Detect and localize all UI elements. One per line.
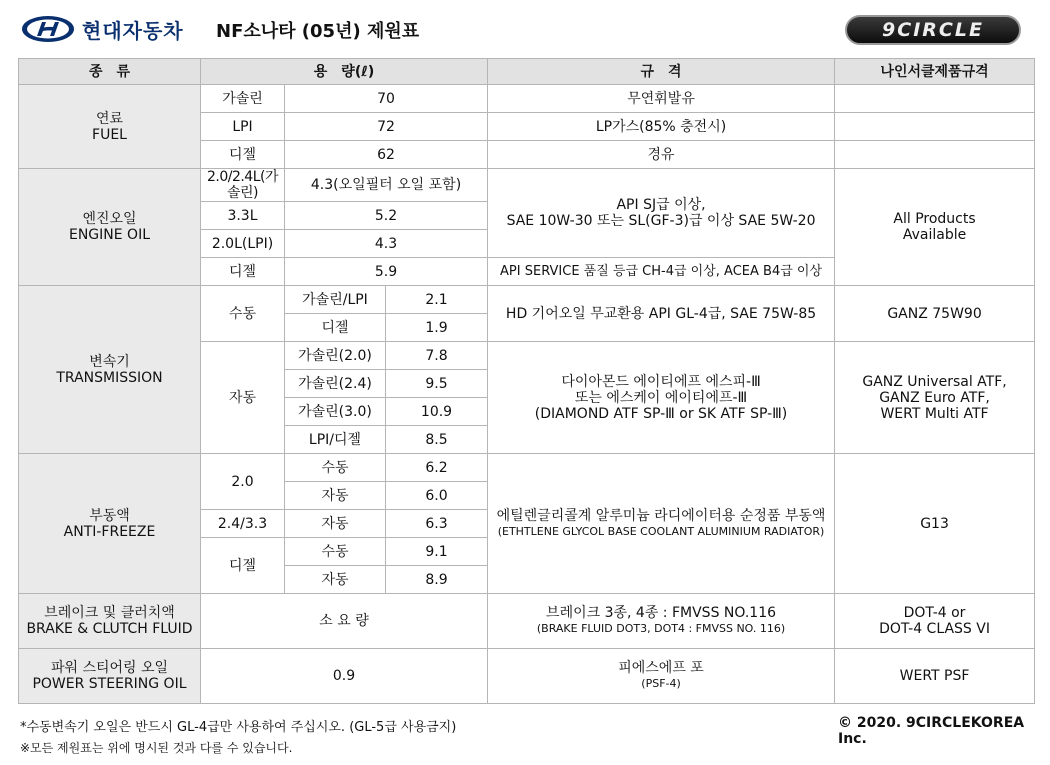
category-ko: 부동액: [89, 507, 130, 524]
antifreeze-type: 자동: [285, 482, 386, 510]
engine-product: [835, 169, 1035, 286]
brake-product: [835, 594, 1035, 649]
category-engine-oil: [19, 169, 201, 286]
antifreeze-capacity: 8.9: [386, 566, 488, 594]
fuel-capacity: 62: [285, 141, 488, 169]
footnote-disclaimer: ※모든 제원표는 위에 명시된 것과 다를 수 있습니다.: [20, 741, 293, 755]
brake-spec-line: (BRAKE FLUID DOT3, DOT4 : FMVSS NO. 116): [536, 622, 786, 635]
engine-product-line: Available: [902, 227, 967, 243]
engine-capacity: 4.3(오일필터 오일 포함): [285, 169, 488, 202]
table-row: [19, 649, 1035, 704]
category-en: FUEL: [92, 126, 127, 143]
fuel-product: [835, 113, 1035, 141]
brake-product-line: DOT-4 or: [903, 605, 966, 621]
brand-name: 현대자동차: [82, 19, 184, 43]
fuel-type: LPI: [201, 113, 285, 141]
transmission-capacity: 1.9: [386, 314, 488, 342]
transmission-auto-product-line: GANZ Universal ATF,: [862, 373, 1007, 390]
engine-type: 2.0/2.4L(가솔린): [201, 169, 285, 202]
transmission-manual-product: GANZ 75W90: [835, 286, 1035, 342]
engine-type: 2.0L(LPI): [201, 230, 285, 258]
antifreeze-spec-line: (ETHTLENE GLYCOL BASE COOLANT ALUMINIUM RADIATOR): [497, 524, 825, 538]
category-en: ANTI-FREEZE: [63, 523, 156, 540]
brake-spec: [488, 594, 835, 649]
category-en: POWER STEERING OIL: [32, 676, 187, 692]
header-spec: 규 격: [488, 59, 835, 85]
antifreeze-type: 자동: [285, 566, 386, 594]
category-ko: 브레이크 및 클러치액: [44, 605, 175, 621]
antifreeze-engine-label: 디젤: [201, 538, 285, 594]
engine-type: 디젤: [201, 258, 285, 286]
transmission-type: 가솔린(2.4): [285, 370, 386, 398]
table-row: [19, 594, 1035, 649]
document-title: NF소나타 (05년) 제원표: [216, 21, 420, 42]
antifreeze-spec: [488, 454, 835, 594]
hyundai-logo-icon: [20, 14, 76, 44]
table-row: [19, 169, 1035, 202]
spec-table: [18, 58, 1035, 704]
category-transmission: [19, 286, 201, 454]
antifreeze-engine-label: 2.0: [201, 454, 285, 510]
engine-spec-diesel: API SERVICE 품질 등급 CH-4급 이상, ACEA B4급 이상: [488, 258, 835, 286]
transmission-auto-product-line: WERT Multi ATF: [880, 405, 989, 422]
header-product: 나인서클제품규격: [835, 59, 1035, 85]
transmission-manual-spec: HD 기어오일 무교환용 API GL-4급, SAE 75W-85: [488, 286, 835, 342]
table-row: [19, 85, 1035, 113]
transmission-auto-spec: [488, 342, 835, 454]
footnote-manual-oil: *수동변속기 오일은 반드시 GL-4급만 사용하여 주십시오. (GL-5급 사용금지): [20, 720, 457, 735]
engine-capacity: 5.9: [285, 258, 488, 286]
antifreeze-type: 자동: [285, 510, 386, 538]
9circle-logo-text: 9CIRCLE: [882, 19, 984, 41]
engine-spec-line: SAE 10W-30 또는 SL(GF-3)급 이상 SAE 5W-20: [506, 213, 816, 229]
category-en: TRANSMISSION: [56, 369, 163, 386]
fuel-product: [835, 85, 1035, 113]
engine-type: 3.3L: [201, 202, 285, 230]
engine-spec: [488, 169, 835, 258]
fuel-type: 가솔린: [201, 85, 285, 113]
antifreeze-capacity: 6.2: [386, 454, 488, 482]
transmission-capacity: 2.1: [386, 286, 488, 314]
steering-spec-line: (PSF-4): [641, 677, 681, 690]
transmission-type: 가솔린/LPI: [285, 286, 386, 314]
fuel-capacity: 72: [285, 113, 488, 141]
antifreeze-engine-label: 2.4/3.3: [201, 510, 285, 538]
header: [0, 0, 1050, 58]
category-antifreeze: [19, 454, 201, 594]
transmission-auto-spec-line: (DIAMOND ATF SP-Ⅲ or SK ATF SP-Ⅲ): [534, 405, 788, 422]
antifreeze-capacity: 6.0: [386, 482, 488, 510]
engine-capacity: 4.3: [285, 230, 488, 258]
table-row: [19, 454, 1035, 482]
transmission-type: 가솔린(2.0): [285, 342, 386, 370]
category-ko: 연료: [95, 110, 124, 127]
transmission-capacity: 10.9: [386, 398, 488, 426]
engine-capacity: 5.2: [285, 202, 488, 230]
fuel-spec: 경유: [488, 141, 835, 169]
category-ko: 엔진오일: [82, 211, 137, 227]
9circle-logo: [845, 15, 1021, 45]
transmission-capacity: 9.5: [386, 370, 488, 398]
table-row: [19, 286, 1035, 314]
transmission-type: 가솔린(3.0): [285, 398, 386, 426]
category-fuel: [19, 85, 201, 169]
table-header-row: [19, 59, 1035, 85]
fuel-product: [835, 141, 1035, 169]
brake-capacity: 소 요 량: [201, 594, 488, 649]
steering-spec-line: 피에스에프 포: [618, 660, 704, 676]
antifreeze-capacity: 9.1: [386, 538, 488, 566]
header-category: 종 류: [19, 59, 201, 85]
fuel-spec: 무연휘발유: [488, 85, 835, 113]
antifreeze-type: 수동: [285, 538, 386, 566]
brake-product-line: DOT-4 CLASS VI: [879, 621, 990, 637]
fuel-spec: LP가스(85% 충전시): [488, 113, 835, 141]
category-ko: 파워 스티어링 오일: [50, 660, 169, 676]
transmission-manual-label: 수동: [201, 286, 285, 342]
engine-spec-line: API SJ급 이상,: [616, 197, 706, 213]
transmission-type: LPI/디젤: [285, 426, 386, 454]
antifreeze-capacity: 6.3: [386, 510, 488, 538]
transmission-auto-product-line: GANZ Euro ATF,: [879, 389, 990, 406]
steering-product: WERT PSF: [835, 649, 1035, 704]
transmission-auto-product: [835, 342, 1035, 454]
antifreeze-product: G13: [835, 454, 1035, 594]
transmission-auto-spec-line: 또는 에스케이 에이티에프-Ⅲ: [574, 389, 748, 406]
copyright: © 2020. 9CIRCLEKOREA Inc.: [838, 715, 1025, 747]
brake-spec-line: 브레이크 3종, 4종 : FMVSS NO.116: [546, 605, 777, 621]
header-capacity: 용 량(ℓ): [201, 59, 488, 85]
category-brake: [19, 594, 201, 649]
category-en: BRAKE & CLUTCH FLUID: [26, 621, 193, 637]
transmission-type: 디젤: [285, 314, 386, 342]
transmission-capacity: 7.8: [386, 342, 488, 370]
antifreeze-spec-line: 에틸렌글리콜계 알루미늄 라디에이터용 순정품 부동액: [496, 507, 826, 524]
antifreeze-type: 수동: [285, 454, 386, 482]
engine-product-line: All Products: [893, 211, 976, 227]
transmission-capacity: 8.5: [386, 426, 488, 454]
steering-capacity: 0.9: [201, 649, 488, 704]
category-ko: 변속기: [89, 353, 130, 370]
fuel-capacity: 70: [285, 85, 488, 113]
fuel-type: 디젤: [201, 141, 285, 169]
steering-spec: [488, 649, 835, 704]
category-steering: [19, 649, 201, 704]
transmission-auto-spec-line: 다이아몬드 에이티에프 에스피-Ⅲ: [561, 373, 761, 390]
category-en: ENGINE OIL: [68, 227, 150, 243]
transmission-auto-label: 자동: [201, 342, 285, 454]
